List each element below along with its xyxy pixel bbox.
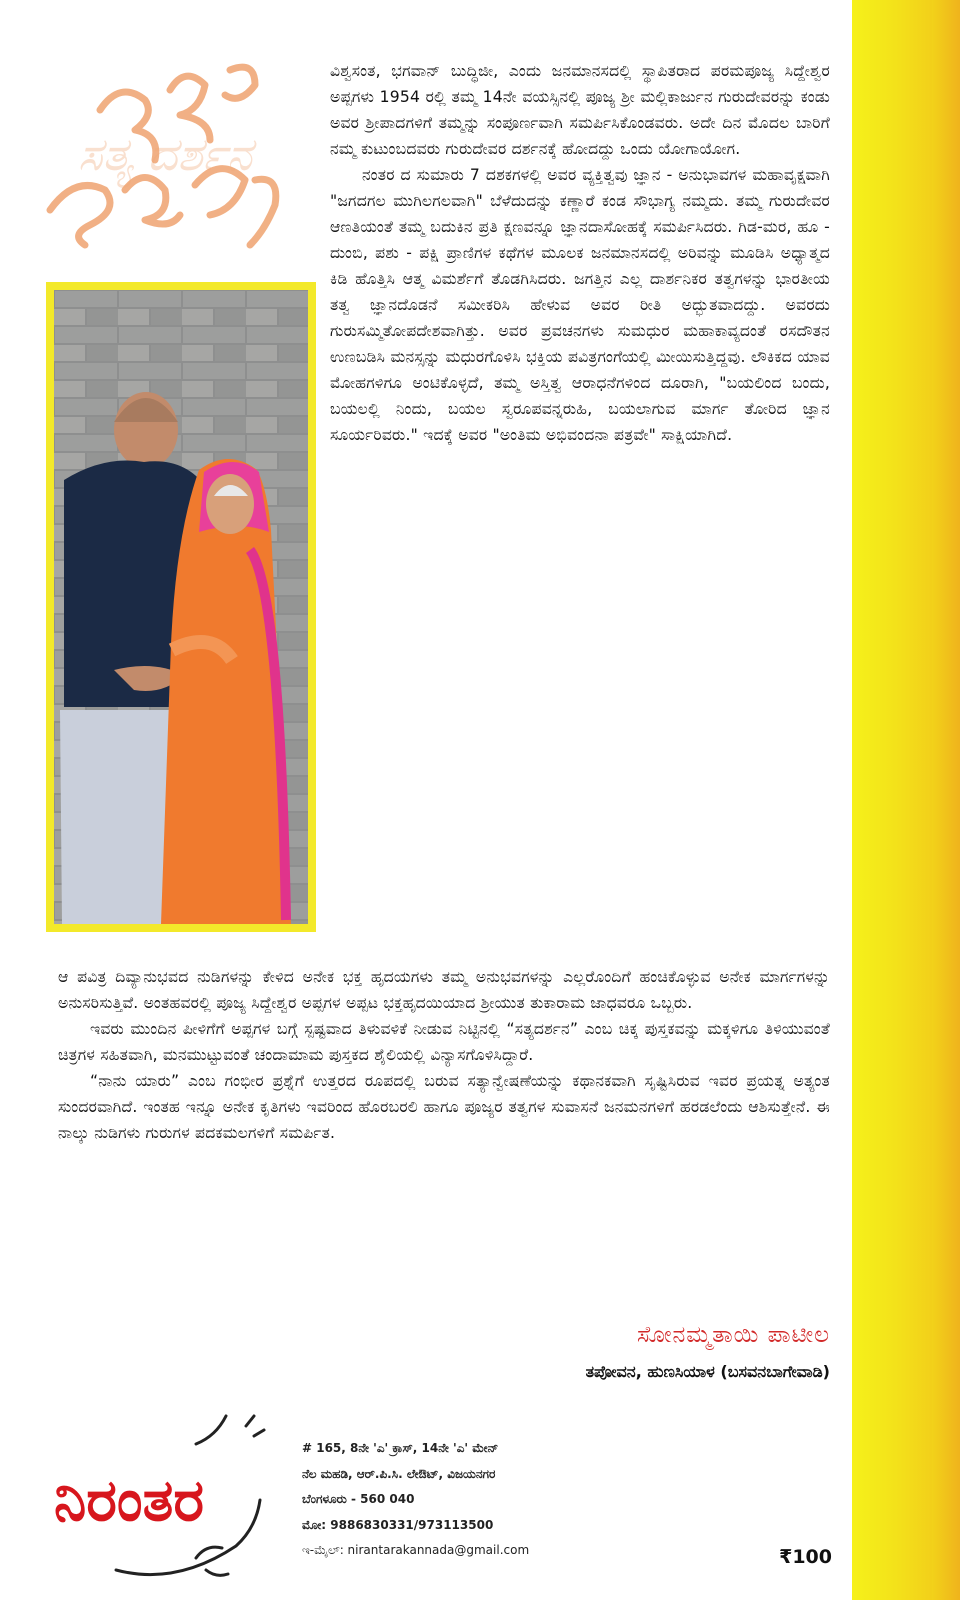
author-signature: ಸೋನಮ್ಮತಾಯಿ ಪಾಟೀಲ (637, 1322, 830, 1348)
photo-illustration (54, 290, 308, 924)
address-phone: ಮೋ: 9886830331/973113500 (302, 1517, 494, 1532)
book-spine-shadow (932, 0, 960, 1600)
address-line-2: ನೆಲ ಮಹಡಿ, ಆರ್.ಪಿ.ಸಿ. ಲೇಔಟ್, ವಿಜಯನಗರ (302, 1466, 496, 1481)
photo (54, 290, 308, 924)
paragraph-5: “ನಾನು ಯಾರು” ಎಂಬ ಗಂಭೀರ ಪ್ರಶ್ನೆಗೆ ಉತ್ತರದ ರೂಪದಲ್ಲಿ ಬರುವ ಸತ್ಯಾನ್ವೇಷಣೆಯನ್ನು ಕಥಾನಕವಾಗಿ ಸೃಷ್ಟಿಸಿರುವ ಇವರ ಪ್ರಯತ್ನ ಅತ್ಯಂತ ಸುಂದರವಾಗಿದೆ. ಇಂತಹ ಇನ್ನೂ ಅನೇಕ ಕೃತಿಗಳು ಇವರಿಂದ ಹೊರಬರಲಿ ಹಾಗೂ ಪೂಜ್ಯರ ತತ್ವಗಳ ಸುವಾಸನೆ ಜನಮನಗಳಿಗೆ ಹರಡಲೆಂದು ಆಶಿಸುತ್ತೇನೆ. ಈ ನಾಲ್ಕು ನುಡಿಗಳು ಗುರುಗಳ ಪದಕಮಲಗಳಿಗೆ ಸಮರ್ಪಿತ. (58, 1072, 830, 1142)
title-text: ಸತ್ಯ ದರ್ಶನ (77, 127, 253, 181)
address-line-3: ಬೆಂಗಳೂರು - 560 040 (302, 1492, 415, 1507)
paragraph-2: ನಂತರ ದ ಸುಮಾರು 7 ದಶಕಗಳಲ್ಲಿ ಅವರ ವ್ಯಕ್ತಿತ್ವವು ಜ್ಞಾನ - ಅನುಭಾವಗಳ ಮಹಾವೃಕ್ಷವಾಗಿ "ಜಗದಗಲ ಮುಗಿಲಗಲವಾಗಿ" ಬೆಳೆದುದನ್ನು ಕಣ್ಣಾರೆ ಕಂಡ ಸೌಭಾಗ್ಯ ನಮ್ಮದು. ತಮ್ಮ ಗುರುದೇವರ ಆಣತಿಯಂತೆ ತಮ್ಮ ಬದುಕಿನ ಪ್ರತಿ ಕ್ಷಣವನ್ನೂ ಜ್ಞಾನದಾಸೋಹಕ್ಕೆ ಸಮರ್ಪಿಸಿದರು. ಗಿಡ-ಮರ, ಹೂ - ದುಂಬಿ, ಪಶು - ಪಕ್ಷಿ ಪ್ರಾಣಿಗಳ ಕಥೆಗಳ ಮೂಲಕ ಜನಮಾನಸದಲ್ಲಿ ಅರಿವನ್ನು ಮೂಡಿಸಿ ಅಧ್ಯಾತ್ಮದ ಕಿಡಿ ಹೊತ್ತಿಸಿ ಆತ್ಮ ವಿಮರ್ಶೆಗೆ ತೊಡಗಿಸಿದರು. ಜಗತ್ತಿನ ಎಲ್ಲ ದಾರ್ಶನಿಕರ ತತ್ವಗಳನ್ನು ಭಾರತೀಯ ತತ್ವ ಜ್ಞಾನದೊಡನೆ ಸಮೀಕರಿಸಿ ಹೇಳುವ ಅವರ ರೀತಿ ಅದ್ಭುತವಾದದ್ದು. ಅವರದು ಗುರುಸಮ್ಮಿತೋಪದೇಶವಾಗಿತ್ತು. ಅವರ ಪ್ರವಚನಗಳು ಸುಮಧುರ ಮಹಾಕಾವ್ಯದಂತೆ ರಸದೌತನ ಉಣಬಡಿಸಿ ಮನಸ್ಸನ್ನು ಮಧುರಗೊಳಿಸಿ ಭಕ್ತಿಯ ಪವಿತ್ರಗಂಗೆಯಲ್ಲಿ ಮೀಯಿಸುತ್ತಿದ್ದವು. ಲೌಕಿಕದ ಯಾವ ಮೋಹಗಳಿಗೂ ಅಂಟಿಕೊಳ್ಳದೆ, ತಮ್ಮ ಅಸ್ತಿತ್ವ ಆರಾಧನೆಗಳಿಂದ ದೂರಾಗಿ, "ಬಯಲಿಂದ ಬಂದು, ಬಯಲಲ್ಲಿ ನಿಂದು, ಬಯಲ ಸ್ವರೂಪವನ್ನರುಹಿ, ಬಯಲಾಗುವ ಮಾರ್ಗ ತೋರಿದ ಜ್ಞಾನ ಸೂರ್ಯರಿವರು." ಇದಕ್ಕೆ ಅವರ "ಅಂತಿಮ ಅಭಿವಂದನಾ ಪತ್ರವೇ" ಸಾಕ್ಷಿಯಾಗಿದೆ. (330, 166, 830, 444)
paragraph-1: ವಿಶ್ವಸಂತ, ಭಗವಾನ್ ಬುದ್ಧಿಜೀ, ಎಂದು ಜನಮಾನಸದಲ್ಲಿ ಸ್ಥಾಪಿತರಾದ ಪರಮಪೂಜ್ಯ ಸಿದ್ದೇಶ್ವರ ಅಪ್ಪಗಳು 1954 ರಲ್ಲಿ ತಮ್ಮ 14ನೇ ವಯಸ್ಸಿನಲ್ಲಿ ಪೂಜ್ಯ ಶ್ರೀ ಮಲ್ಲಿಕಾರ್ಜುನ ಗುರುದೇವರನ್ನು ಕಂಡು ಅವರ ಶ್ರೀಪಾದಗಳಿಗೆ ತಮ್ಮನ್ನು ಸಂಪೂರ್ಣವಾಗಿ ಸಮರ್ಪಿಸಿಕೊಂಡವರು. ಅದೇ ದಿನ ಮೊದಲ ಬಾರಿಗೆ ನಮ್ಮ ಕುಟುಂಬದವರು ಗುರುದೇವರ ದರ್ಶನಕ್ಕೆ ಹೋದದ್ದು ಒಂದು ಯೋಗಾಯೋಗ. (330, 62, 830, 158)
intro-text-column (330, 58, 830, 448)
logo-text: ನಿರಂತರ (54, 1466, 205, 1534)
paragraph-4: ಇವರು ಮುಂದಿನ ಪೀಳಿಗೆಗೆ ಅಪ್ಪಗಳ ಬಗ್ಗೆ ಸ್ಪಷ್ಟವಾದ ತಿಳುವಳಿಕೆ ನೀಡುವ ನಿಟ್ಟಿನಲ್ಲಿ “ಸತ್ಯದರ್ಶನ” ಎಂಬ ಚಿಕ್ಕ ಪುಸ್ತಕವನ್ನು ಮಕ್ಕಳಿಗೂ ತಿಳಿಯುವಂತೆ ಚಿತ್ರಗಳ ಸಹಿತವಾಗಿ, ಮನಮುಟ್ಟುವಂತೆ ಚಂದಾಮಾಮ ಪುಸ್ತಕದ ಶೈಲಿಯಲ್ಲಿ ವಿನ್ಯಾಸಗೊಳಿಸಿದ್ದಾರೆ. (58, 1020, 830, 1064)
address-line-1: # 165, 8ನೇ 'ಎ' ಕ್ರಾಸ್, 14ನೇ 'ಎ' ಮೇನ್ (302, 1441, 499, 1455)
author-place: ತಪೋವನ, ಹುಣಸಿಯಾಳ (ಬಸವನಬಾಗೇವಾಡಿ) (585, 1362, 830, 1381)
title-calligraphy (30, 40, 300, 270)
paragraph-3: ಆ ಪವಿತ್ರ ದಿವ್ಯಾನುಭವದ ನುಡಿಗಳನ್ನು ಕೇಳಿದ ಅನೇಕ ಭಕ್ತ ಹೃದಯಗಳು ತಮ್ಮ ಅನುಭವಗಳನ್ನು ಎಲ್ಲರೊಂದಿಗೆ ಹಂಚಿಕೊಳ್ಳುವ ಅನೇಕ ಮಾರ್ಗಗಳನ್ನು ಅನುಸರಿಸುತ್ತಿವೆ. ಅಂತಹವರಲ್ಲಿ ಪೂಜ್ಯ ಸಿದ್ದೇಶ್ವರ ಅಪ್ಪಗಳ ಅಪ್ಪಟ ಭಕ್ತಹೃದಯಿಯಾದ ಶ್ರೀಯುತ ತುಕಾರಾಮ ಜಾಧವರೂ ಒಬ್ಬರು. (58, 968, 830, 1012)
body-text (58, 964, 830, 1146)
address-email: ಇ-ಮೈಲ್: nirantarakannada@gmail.com (302, 1543, 530, 1558)
publisher-address (302, 1436, 722, 1564)
price-label: ₹100 (779, 1546, 832, 1568)
publisher-logo (46, 1408, 298, 1588)
photo-frame (46, 282, 316, 932)
